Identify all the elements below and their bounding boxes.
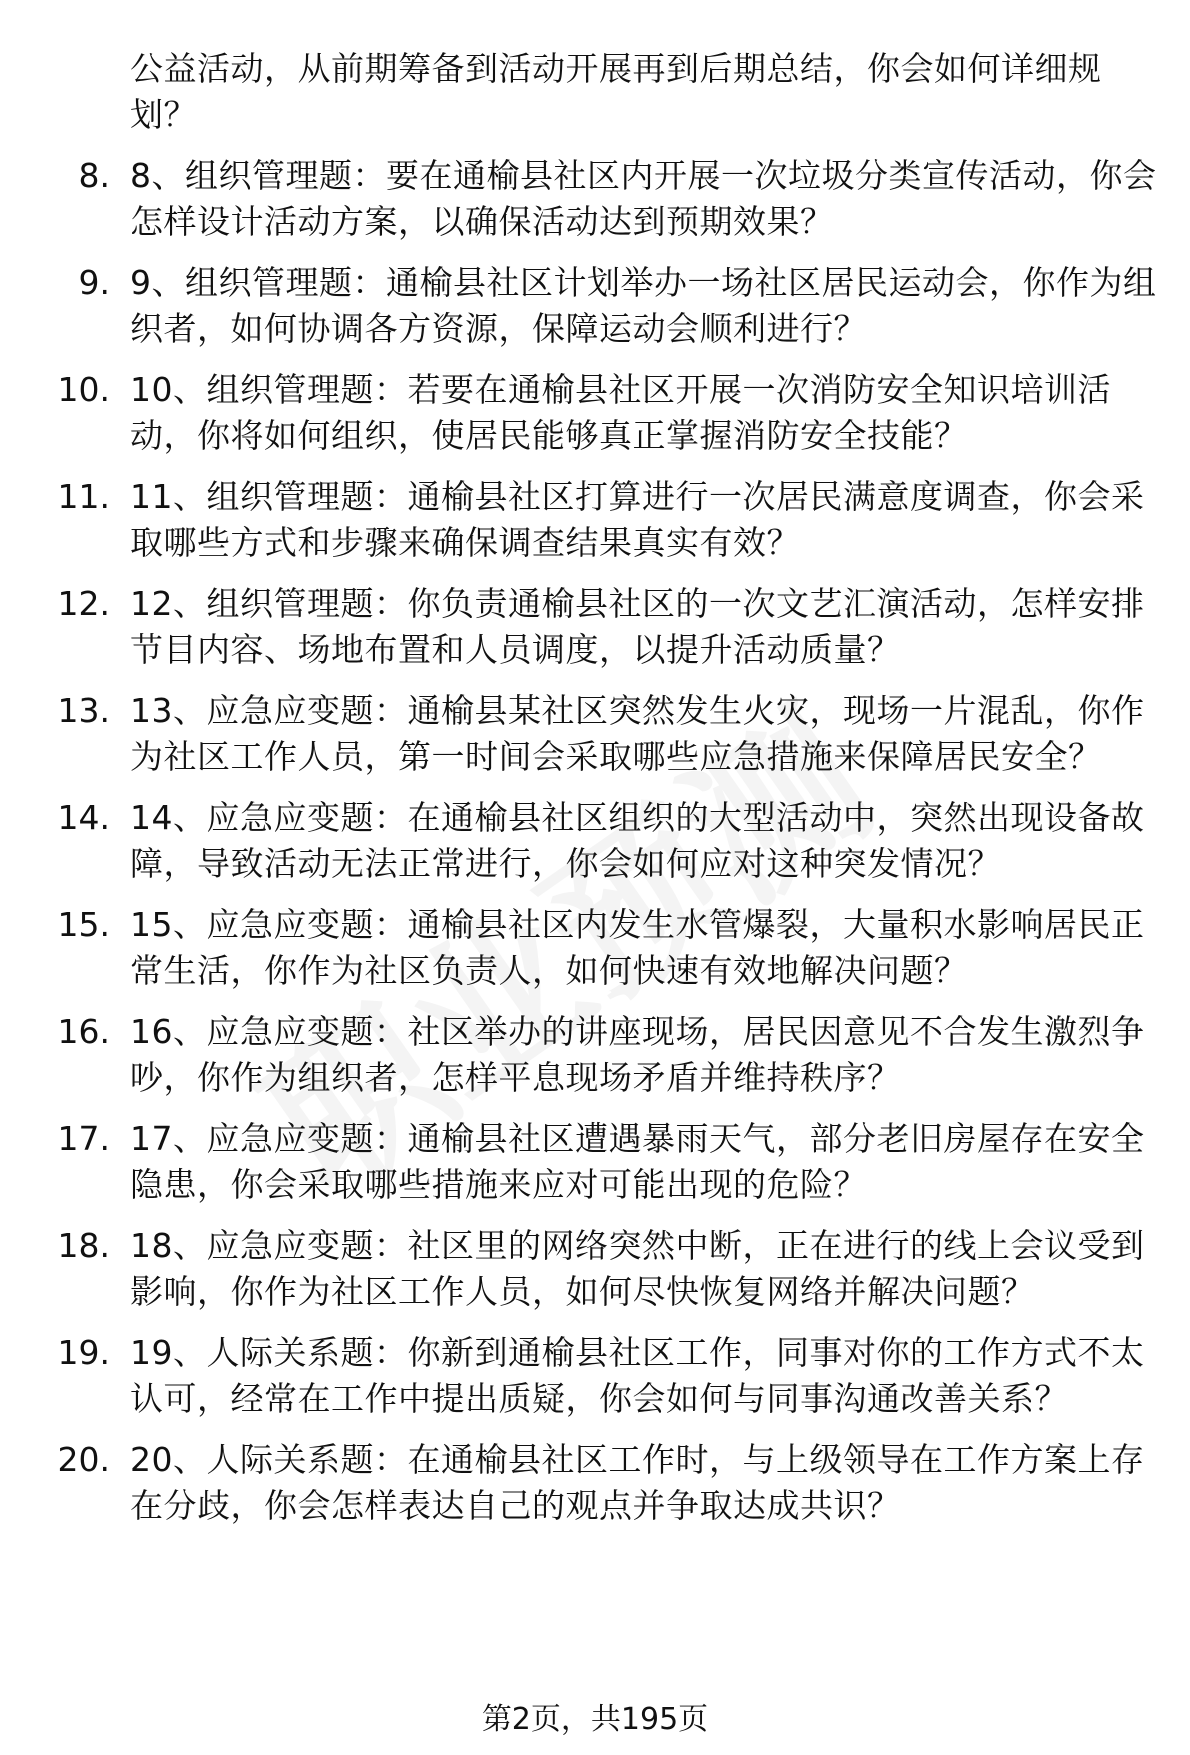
question-text: 16、应急应变题：社区举办的讲座现场，居民因意见不合发生激烈争吵，你作为组织者，怎样平息现场矛盾并维持秩序？	[130, 1012, 1145, 1097]
question-text: 12、组织管理题：你负责通榆县社区的一次文艺汇演活动，怎样安排节目内容、场地布置和人员调度，以提升活动质量？	[130, 584, 1145, 669]
question-item	[0, 1009, 1190, 1101]
question-item	[0, 367, 1190, 459]
question-text: 15、应急应变题：通榆县社区内发生水管爆裂，大量积水影响居民正常生活，你作为社区负责人，如何快速有效地解决问题？	[130, 905, 1145, 990]
question-text: 14、应急应变题：在通榆县社区组织的大型活动中，突然出现设备故障，导致活动无法正常进行，你会如何应对这种突发情况？	[130, 798, 1145, 883]
question-item	[0, 153, 1190, 245]
question-text: 9、组织管理题：通榆县社区计划举办一场社区居民运动会，你作为组织者，如何协调各方资源，保障运动会顺利进行？	[130, 263, 1157, 348]
question-number: 12.	[57, 584, 110, 623]
question-item	[0, 1223, 1190, 1315]
question-text: 11、组织管理题：通榆县社区打算进行一次居民满意度调查，你会采取哪些方式和步骤来确保调查结果真实有效？	[130, 477, 1145, 562]
question-number: 18.	[57, 1226, 110, 1265]
question-text: 17、应急应变题：通榆县社区遭遇暴雨天气，部分老旧房屋存在安全隐患，你会采取哪些措施来应对可能出现的危险？	[130, 1119, 1145, 1204]
question-item	[0, 260, 1190, 352]
question-text: 20、人际关系题：在通榆县社区工作时，与上级领导在工作方案上存在分歧，你会怎样表达自己的观点并争取达成共识？	[130, 1440, 1145, 1525]
question-number: 19.	[57, 1333, 110, 1372]
question-number: 16.	[57, 1012, 110, 1051]
continuation-text: 公益活动，从前期筹备到活动开展再到后期总结，你会如何详细规划？	[130, 49, 1102, 134]
question-text: 8、组织管理题：要在通榆县社区内开展一次垃圾分类宣传活动，你会怎样设计活动方案，以确保活动达到预期效果？	[130, 156, 1157, 241]
question-number: 14.	[57, 798, 110, 837]
question-list	[0, 153, 1190, 1529]
question-number: 10.	[57, 370, 110, 409]
question-text: 19、人际关系题：你新到通榆县社区工作，同事对你的工作方式不太认可，经常在工作中提出质疑，你会如何与同事沟通改善关系？	[130, 1333, 1145, 1418]
question-item	[0, 1437, 1190, 1529]
question-text: 13、应急应变题：通榆县某社区突然发生火灾，现场一片混乱，你作为社区工作人员，第一时间会采取哪些应急措施来保障居民安全？	[130, 691, 1145, 776]
question-number: 17.	[57, 1119, 110, 1158]
question-item	[0, 795, 1190, 887]
question-text: 10、组织管理题：若要在通榆县社区开展一次消防安全知识培训活动，你将如何组织，使居民能够真正掌握消防安全技能？	[130, 370, 1111, 455]
question-item	[0, 1116, 1190, 1208]
question-number: 15.	[57, 905, 110, 944]
question-item	[0, 581, 1190, 673]
question-item	[0, 688, 1190, 780]
question-number: 11.	[57, 477, 110, 516]
question-item	[0, 1330, 1190, 1422]
question-item	[0, 474, 1190, 566]
question-number: 9.	[78, 263, 110, 302]
question-number: 20.	[57, 1440, 110, 1479]
question-text: 18、应急应变题：社区里的网络突然中断，正在进行的线上会议受到影响，你作为社区工作人员，如何尽快恢复网络并解决问题？	[130, 1226, 1145, 1311]
question-item	[0, 902, 1190, 994]
question-number: 13.	[57, 691, 110, 730]
page-content	[0, 46, 1190, 1529]
question-number: 8.	[78, 156, 110, 195]
page-footer: 第2页，共195页	[481, 1702, 709, 1737]
